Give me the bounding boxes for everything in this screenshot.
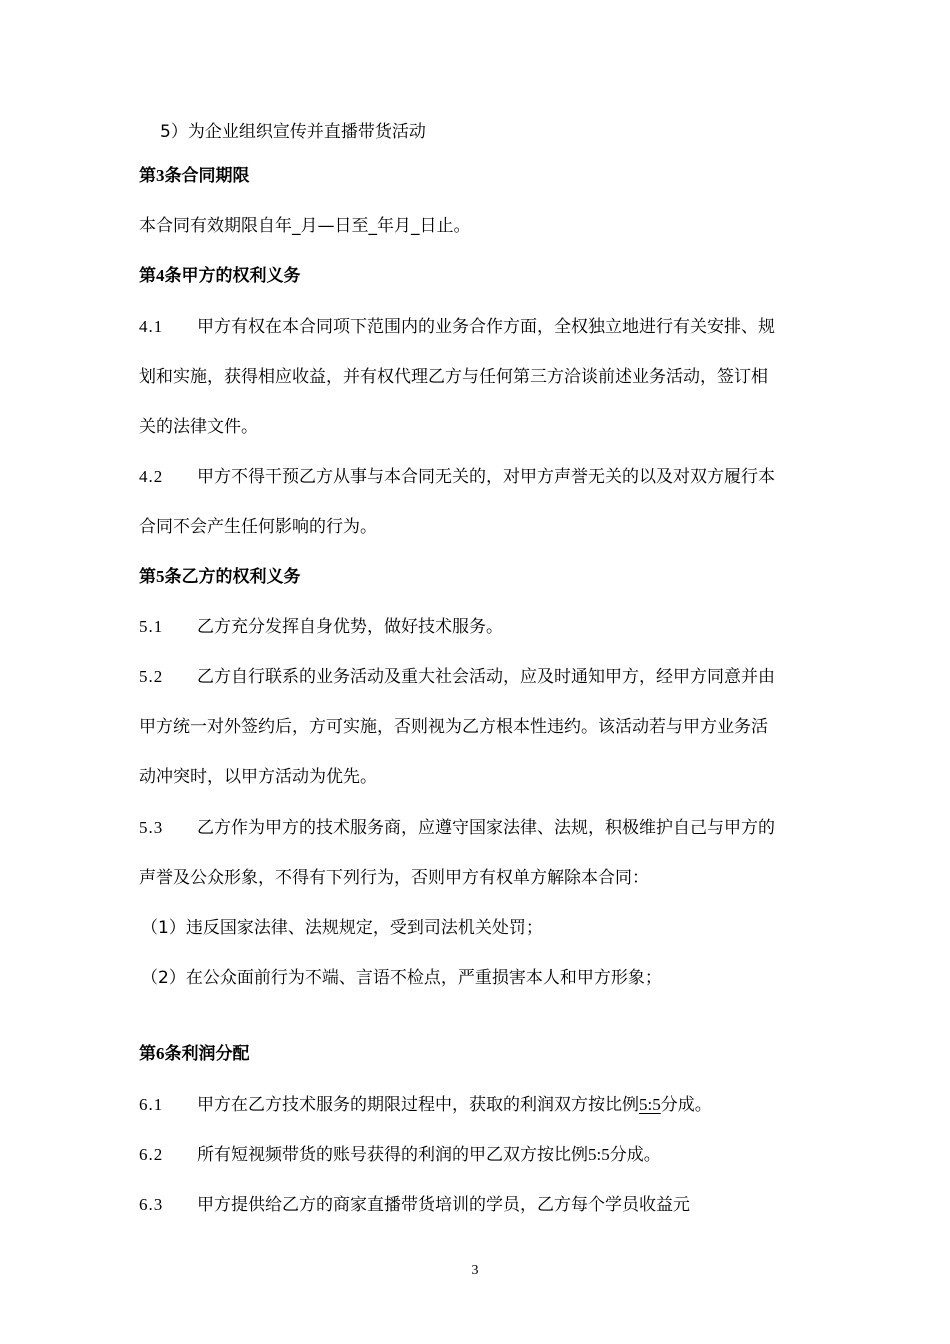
- clause-5-3: 5.3 乙方作为甲方的技术服务商，应遵守国家法律、法规，积极维护自己与甲方的: [139, 818, 775, 838]
- clause-4-2: 4.2 甲方不得干预乙方从事与本合同无关的，对甲方声誉无关的以及对双方履行本: [139, 467, 775, 487]
- clause-5-3-line-2: 声誉及公众形象，不得有下列行为，否则甲方有权单方解除本合同：: [139, 868, 649, 888]
- clause-4-1: 4.1 甲方有权在本合同项下范围内的业务合作方面，全权独立地进行有关安排、规: [139, 317, 775, 337]
- clause-number: 4.1: [139, 317, 164, 336]
- article-5-heading: 第5条乙方的权利义务: [139, 567, 301, 587]
- clause-number: 6.1: [139, 1095, 164, 1114]
- list-item-2: （2）在公众面前行为不端、言语不检点，严重损害本人和甲方形象；: [141, 968, 662, 988]
- clause-number: 5.2: [139, 667, 164, 686]
- page-number: 3: [471, 1263, 479, 1278]
- article-3-heading: 第3条合同期限: [139, 166, 250, 186]
- clause-6-1: 6.1 甲方在乙方技术服务的期限过程中，获取的利润双方按比例5:5分成。: [139, 1095, 712, 1115]
- ratio-value: 5:5: [588, 1145, 610, 1164]
- clause-number: 6.3: [139, 1195, 164, 1214]
- clause-number: 4.2: [139, 467, 164, 486]
- list-item-1: （1）违反国家法律、法规规定，受到司法机关处罚；: [141, 918, 543, 938]
- clause-5-2-line-3: 动冲突时，以甲方活动为优先。: [139, 767, 377, 787]
- article-6-heading: 第6条利润分配: [139, 1044, 250, 1064]
- article-3-text: 本合同有效期限自年_月—日至_年月_日止。: [139, 216, 471, 236]
- article-4-heading: 第4条甲方的权利义务: [139, 266, 301, 286]
- clause-4-2-line-2: 合同不会产生任何影响的行为。: [139, 517, 377, 537]
- clause-number: 5.3: [139, 818, 164, 837]
- clause-6-2: 6.2 所有短视频带货的账号获得的利润的甲乙双方按比例5:5分成。: [139, 1145, 661, 1165]
- clause-5-2: 5.2 乙方自行联系的业务活动及重大社会活动，应及时通知甲方，经甲方同意并由: [139, 667, 775, 687]
- clause-4-1-line-3: 关的法律文件。: [139, 417, 258, 437]
- clause-number: 6.2: [139, 1145, 164, 1164]
- ratio-value: 5:5: [639, 1095, 661, 1114]
- list-item-5: 5）为企业组织宣传并直播带货活动: [160, 122, 426, 142]
- clause-4-1-line-2: 划和实施，获得相应收益，并有权代理乙方与任何第三方洽谈前述业务活动，签订相: [139, 367, 768, 387]
- clause-6-3: 6.3 甲方提供给乙方的商家直播带货培训的学员，乙方每个学员收益元: [139, 1195, 690, 1215]
- clause-5-2-line-2: 甲方统一对外签约后，方可实施，否则视为乙方根本性违约。该活动若与甲方业务活: [139, 717, 768, 737]
- clause-number: 5.1: [139, 617, 164, 636]
- clause-5-1: 5.1 乙方充分发挥自身优势，做好技术服务。: [139, 617, 503, 637]
